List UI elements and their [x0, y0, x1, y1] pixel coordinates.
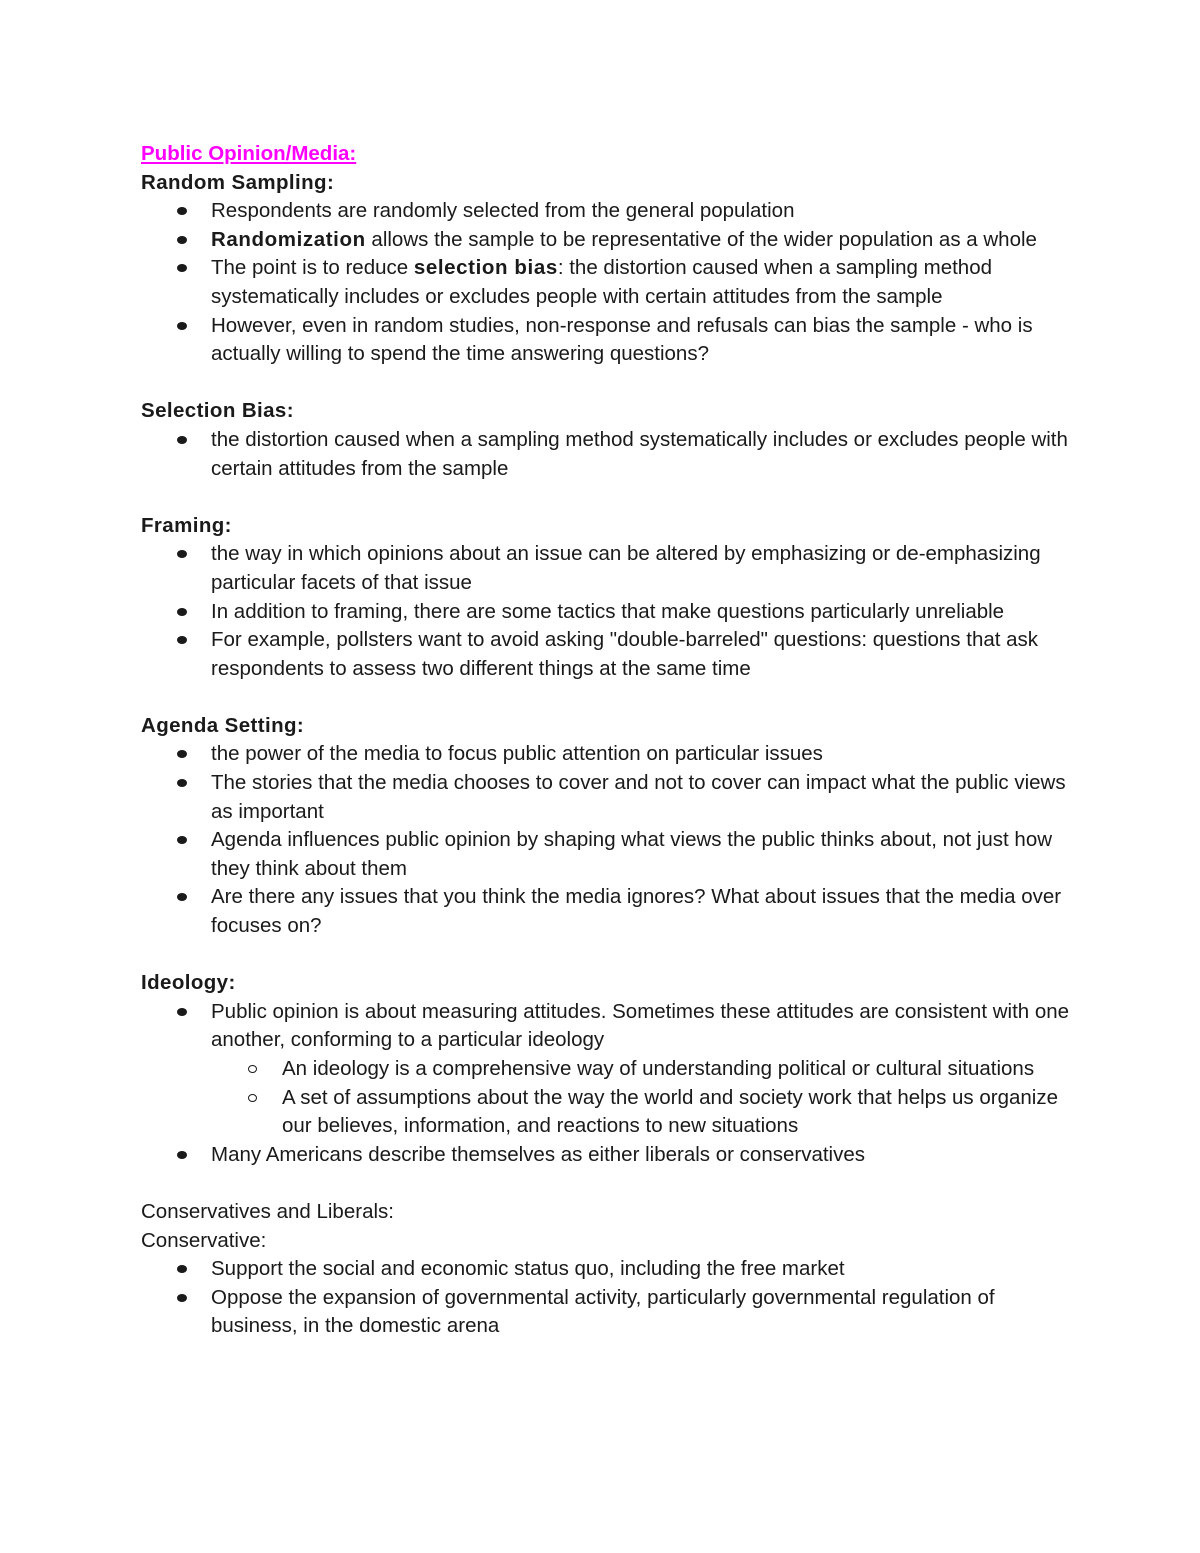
document-page: [141, 140, 1071, 1341]
list-item-text: the power of the media to focus public attention on particular issues: [211, 742, 823, 766]
list-item-text: allows the sample to be representative of the wider population as a whole: [365, 227, 1037, 251]
bullet-icon: [177, 1151, 187, 1159]
section-heading-random-sampling: Random Sampling:: [141, 170, 335, 194]
document-title: Public Opinion/Media:: [141, 142, 357, 165]
hollow-bullet-icon: [248, 1065, 257, 1073]
bullet-icon: [177, 779, 187, 787]
sublist-item-text: An ideology is a comprehensive way of understanding political or cultural situations: [282, 1057, 1035, 1080]
section-heading-framing: Framing:: [141, 513, 232, 537]
bullet-icon: [177, 436, 187, 444]
list-item: [211, 740, 1071, 769]
list-item-text: the way in which opinions about an issue can be altered by emphasizing or de-emphasizing particular facets of that issue: [211, 542, 1041, 594]
bullet-icon: [177, 608, 187, 616]
list-item: [211, 998, 1071, 1141]
list-item-text: Agenda influences public opinion by shaping what views the public thinks about, not just how they think about them: [211, 828, 1053, 880]
list-item: [211, 254, 1071, 311]
bullet-icon: [177, 836, 187, 844]
bullet-icon: [177, 1008, 187, 1016]
list-item: [211, 626, 1071, 683]
list-item-text: : the distortion caused when a sampling method systematically includes or excludes people with certain attitudes from the sample: [211, 256, 993, 308]
bullet-icon: [177, 322, 187, 330]
list-item: [211, 1141, 1071, 1170]
list-item-text: For example, pollsters want to avoid asking "double-barreled" questions: questions that ask respondents to assess two different things at the same time: [211, 628, 1039, 680]
list-item: [211, 1284, 1071, 1341]
sublist-item-text: A set of assumptions about the way the world and society work that helps us organize our believes, information, and reactions to new situations: [282, 1085, 1059, 1138]
list-item-text: In addition to framing, there are some tactics that make questions particularly unreliable: [211, 599, 1005, 623]
spacer: [141, 369, 1071, 398]
section-heading-ideology: Ideology:: [141, 971, 236, 995]
list-item: [211, 598, 1071, 627]
sublist-item: [282, 1084, 1071, 1141]
list-item: [211, 312, 1071, 369]
section-heading-conservatives-liberals: Conservatives and Liberals:: [141, 1199, 394, 1223]
list-item-text: The stories that the media chooses to cover and not to cover can impact what the public views as important: [211, 771, 1066, 823]
bullet-icon: [177, 236, 187, 244]
ideology-sublist: [211, 1055, 1071, 1141]
list-item-text: Respondents are randomly selected from the general population: [211, 199, 795, 223]
spacer: [141, 941, 1071, 970]
agenda-setting-list: [141, 740, 1071, 940]
selection-bias-list: [141, 426, 1071, 483]
list-item: [211, 540, 1071, 597]
list-item-text: However, even in random studies, non-response and refusals can bias the sample - who is actually willing to spend the time answering questions?: [211, 313, 1033, 366]
bullet-icon: [177, 636, 187, 644]
random-sampling-list: [141, 197, 1071, 369]
list-item-text: Support the social and economic status quo, including the free market: [211, 1257, 845, 1281]
bullet-icon: [177, 1265, 187, 1273]
list-item: [211, 226, 1071, 255]
list-item-text-prefix: The point is to reduce: [211, 256, 414, 280]
list-item-text: Oppose the expansion of governmental activity, particularly governmental regulation of business, in the domestic arena: [211, 1285, 995, 1338]
bold-term: Randomization: [211, 227, 366, 251]
list-item: [211, 826, 1071, 883]
list-item: [211, 769, 1071, 826]
subheading-conservative: Conservative:: [141, 1228, 267, 1252]
ideology-list: [141, 998, 1071, 1170]
hollow-bullet-icon: [248, 1094, 257, 1102]
section-heading-selection-bias: Selection Bias:: [141, 399, 294, 423]
list-item-text: the distortion caused when a sampling method systematically includes or excludes people with certain attitudes from the sample: [211, 427, 1068, 480]
list-item: [211, 426, 1071, 483]
spacer: [141, 683, 1071, 712]
bullet-icon: [177, 1294, 187, 1302]
list-item: [211, 883, 1071, 940]
bullet-icon: [177, 264, 187, 272]
framing-list: [141, 540, 1071, 683]
sublist-item: [282, 1055, 1071, 1084]
spacer: [141, 1169, 1071, 1198]
bullet-icon: [177, 207, 187, 215]
conservative-list: [141, 1255, 1071, 1341]
list-item-text: Many Americans describe themselves as either liberals or conservatives: [211, 1142, 865, 1166]
bold-term: selection bias: [413, 256, 558, 280]
list-item-text: Public opinion is about measuring attitudes. Sometimes these attitudes are consistent with one another, conforming to a particular ideology: [211, 999, 1070, 1052]
section-heading-agenda-setting: Agenda Setting:: [141, 713, 305, 737]
bullet-icon: [177, 750, 187, 758]
list-item-text: Are there any issues that you think the media ignores? What about issues that the media over focuses on?: [211, 885, 1062, 938]
spacer: [141, 483, 1071, 512]
bullet-icon: [177, 550, 187, 558]
list-item: [211, 197, 1071, 226]
bullet-icon: [177, 893, 187, 901]
list-item: [211, 1255, 1071, 1284]
